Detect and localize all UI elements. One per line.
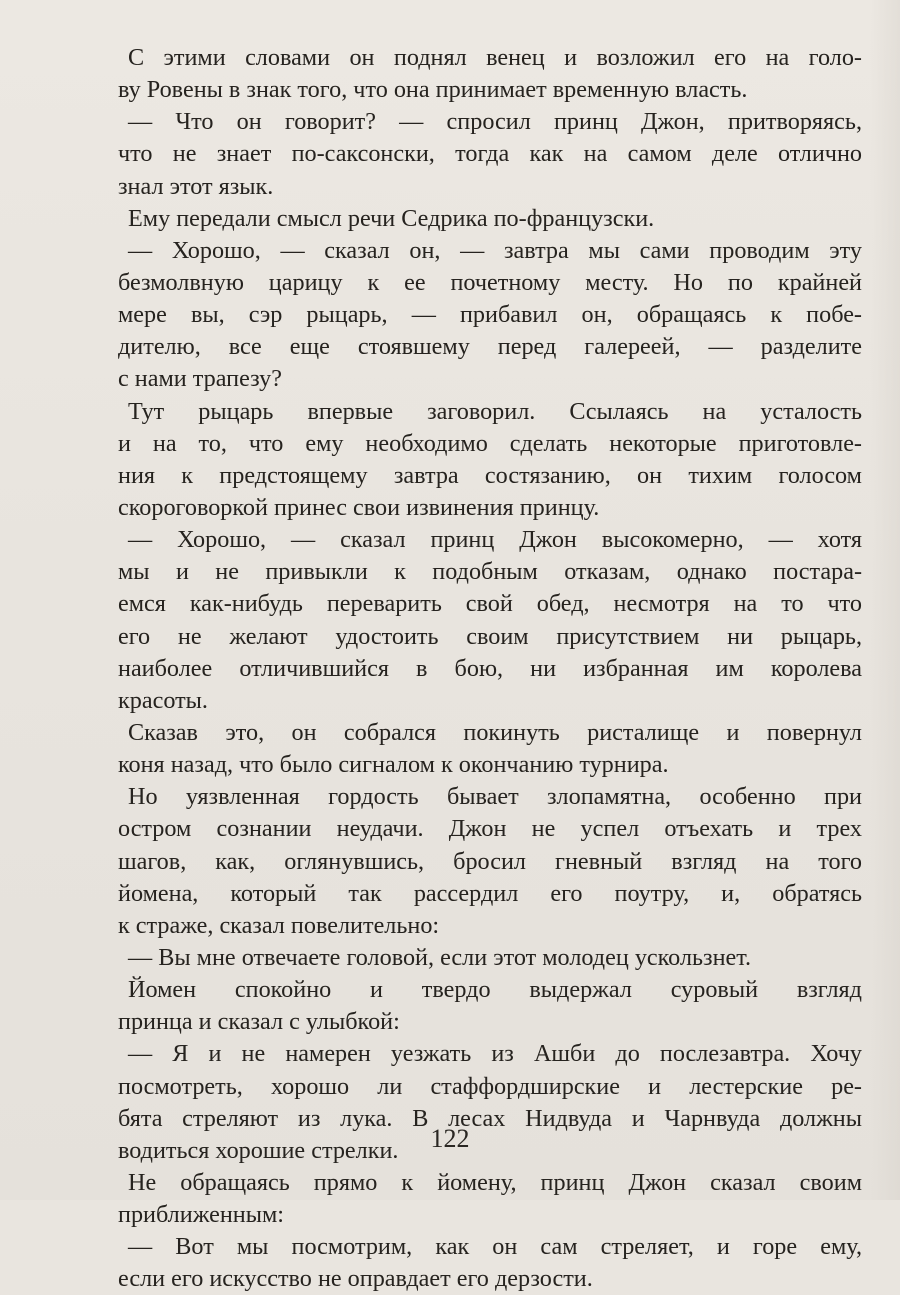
text-line: Ему передали смысл речи Седрика по-французски. bbox=[128, 204, 655, 232]
text-line: красоты. bbox=[118, 686, 208, 714]
text-line: его не желают удостоить своим присутствием ни рыцарь, bbox=[118, 622, 862, 650]
text-line: наиболее отличившийся в бою, ни избранная им королева bbox=[118, 654, 862, 682]
text-line: шагов, как, оглянувшись, бросил гневный взгляд на того bbox=[118, 847, 862, 875]
text-line: что не знает по-саксонски, тогда как на самом деле отлично bbox=[118, 140, 862, 168]
text-line: Сказав это, он собрался покинуть ристалище и повернул bbox=[128, 718, 862, 746]
text-line: С этими словами он поднял венец и возложил его на голо- bbox=[128, 44, 862, 71]
text-line: водиться хорошие стрелки. bbox=[118, 1136, 399, 1164]
text-line: — Что он говорит? — спросил принц Джон, притворяясь, bbox=[128, 108, 862, 136]
text-line: — Вы мне отвечаете головой, если этот молодец ускользнет. bbox=[128, 943, 752, 971]
text-line: йомена, который так рассердил его поутру, и, обратясь bbox=[118, 879, 862, 907]
text-line: Тут рыцарь впервые заговорил. Ссылаясь на усталость bbox=[128, 397, 862, 425]
text-line: ния к предстоящему завтра состязанию, он тихим голосом bbox=[118, 461, 862, 489]
page-number: 122 bbox=[430, 1124, 470, 1153]
text-line: — Вот мы посмотрим, как он сам стреляет, и горе ему, bbox=[128, 1233, 862, 1261]
text-line: безмолвную царицу к ее почетному месту. Но по крайней bbox=[118, 268, 862, 296]
text-line: остром сознании неудачи. Джон не успел отъехать и трех bbox=[118, 815, 862, 843]
text-line: к страже, сказал повелительно: bbox=[118, 911, 440, 939]
text-line: мы и не привыкли к подобным отказам, однако постара- bbox=[118, 558, 862, 586]
text-line: ву Ровены в знак того, что она принимает временную власть. bbox=[118, 76, 748, 104]
text-line: с нами трапезу? bbox=[118, 365, 282, 393]
text-line: посмотреть, хорошо ли стаффордширские и лестерские ре- bbox=[118, 1072, 862, 1100]
text-line: бята стреляют из лука. В лесах Нидвуда и Чарнвуда должны bbox=[118, 1104, 862, 1132]
page-body-text bbox=[118, 42, 862, 1295]
text-line: коня назад, что было сигналом к окончанию турнира. bbox=[118, 751, 669, 779]
text-line: приближенным: bbox=[118, 1201, 284, 1229]
text-line: — Хорошо, — сказал принц Джон высокомерно, — хотя bbox=[128, 526, 862, 554]
text-line: емся как-нибудь переварить свой обед, несмотря на то что bbox=[118, 590, 862, 618]
text-line: и на то, что ему необходимо сделать некоторые приготовле- bbox=[118, 429, 862, 457]
text-line: — Я и не намерен уезжать из Ашби до послезавтра. Хочу bbox=[128, 1040, 862, 1068]
text-line: Йомен спокойно и твердо выдержал суровый взгляд bbox=[128, 976, 862, 1004]
text-line: дителю, все еще стоявшему перед галереей, — разделите bbox=[118, 333, 862, 361]
text-line: скороговоркой принес свои извинения принцу. bbox=[118, 493, 600, 521]
page-edge-shadow bbox=[870, 0, 900, 1200]
text-line: Но уязвленная гордость бывает злопамятна, особенно при bbox=[128, 783, 862, 811]
text-line: мере вы, сэр рыцарь, — прибавил он, обращаясь к побе- bbox=[118, 301, 862, 329]
text-line: Не обращаясь прямо к йомену, принц Джон сказал своим bbox=[128, 1168, 862, 1196]
text-line: — Хорошо, — сказал он, — завтра мы сами проводим эту bbox=[128, 236, 862, 264]
text-line: знал этот язык. bbox=[118, 172, 274, 200]
text-line: если его искусство не оправдает его дерзости. bbox=[118, 1265, 593, 1293]
text-line: принца и сказал с улыбкой: bbox=[118, 1008, 400, 1036]
